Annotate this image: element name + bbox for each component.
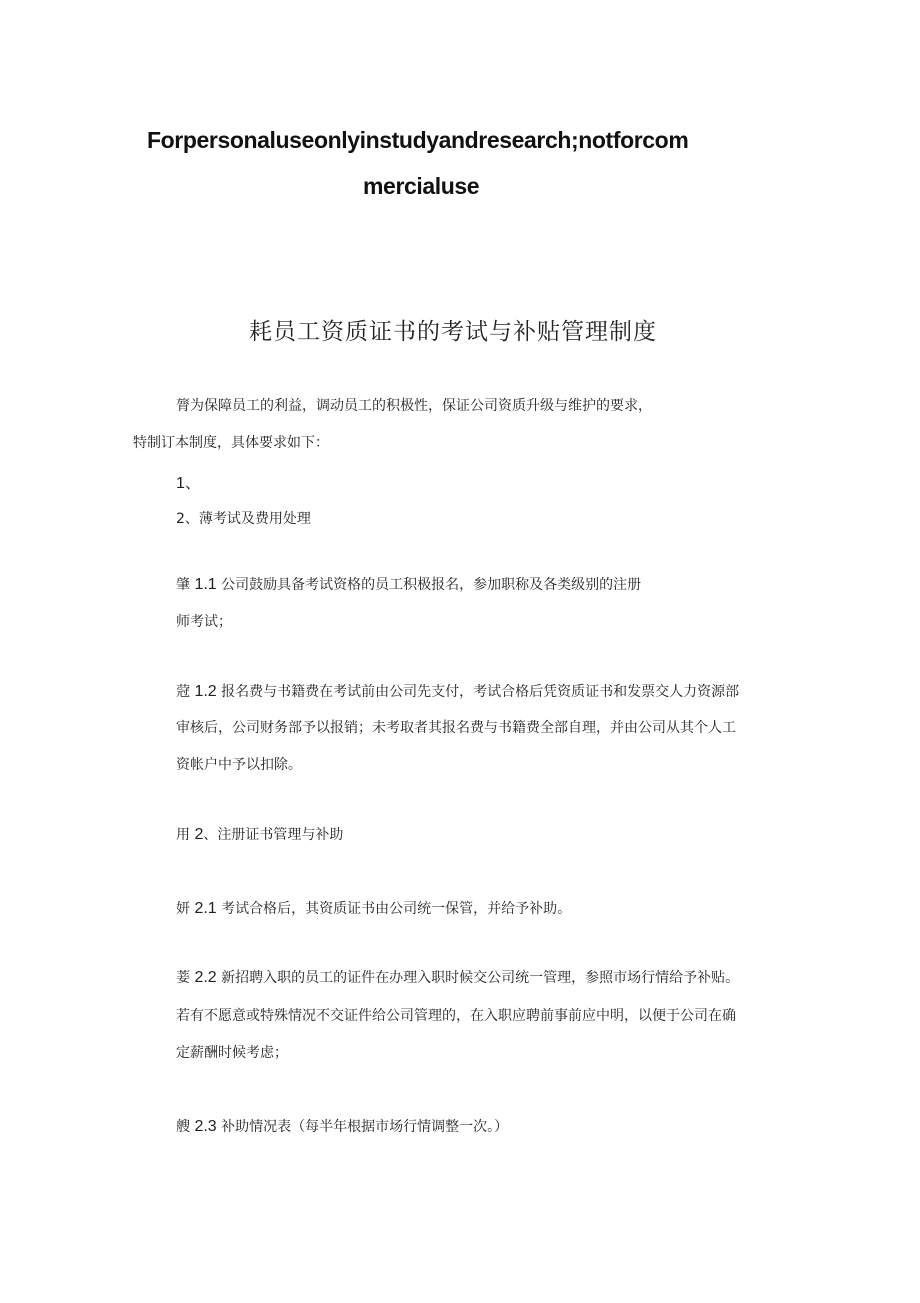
item-1-text: 1、 bbox=[176, 475, 201, 492]
section-2-1-line-1 bbox=[176, 898, 571, 918]
section-2-2-line-2: 若有不愿意或特殊情况不交证件给公司管理的，在入职应聘前事前应中明，以便于公司在确 bbox=[176, 1008, 736, 1024]
document-title: 耗员工资质证书的考试与补贴管理制度 bbox=[249, 319, 657, 345]
section-2-2-line-3: 定薪酬时候考虑； bbox=[176, 1045, 288, 1061]
section-2-3-number: 2.3 bbox=[194, 1118, 217, 1135]
section-1-1-line-2: 师考试； bbox=[176, 614, 232, 630]
section-2-prefix: 用 bbox=[176, 827, 190, 843]
section-2-2-number: 2.2 bbox=[194, 969, 217, 986]
intro-line-1: 膂为保障员工的利益，调动员工的积极性，保证公司资质升级与维护的要求， bbox=[176, 398, 652, 414]
section-1-2-prefix: 蒄 bbox=[176, 684, 190, 700]
section-1-2-line-1 bbox=[176, 681, 739, 701]
section-1-1-prefix: 肇 bbox=[176, 577, 190, 593]
section-2-1-text: 考试合格后，其资质证书由公司统一保管，并给予补助。 bbox=[221, 901, 572, 917]
section-1-2-text: 报名费与书籍费在考试前由公司先支付，考试合格后凭资质证书和发票交人力资源部 bbox=[221, 684, 740, 700]
section-1-1-number: 1.1 bbox=[194, 576, 217, 593]
section-2-number: 2 bbox=[194, 826, 204, 843]
list-item-1 bbox=[176, 470, 201, 493]
section-2-1-number: 2.1 bbox=[194, 900, 217, 917]
section-2-2-line-1 bbox=[176, 967, 739, 987]
section-2-2-prefix: 菨 bbox=[176, 970, 190, 986]
intro-line-2: 特制订本制度，具体要求如下： bbox=[133, 435, 329, 451]
section-2-2-text: 新招聘入职的员工的证件在办理入职时候交公司统一管理，参照市场行情给予补贴。 bbox=[221, 970, 740, 986]
section-1-2-line-3: 资帐户中予以扣除。 bbox=[176, 757, 302, 773]
section-1-2-line-2: 审核后，公司财务部予以报销；未考取者其报名费与书籍费全部自理，并由公司从其个人工 bbox=[176, 720, 736, 736]
notice-line-2: mercialuse bbox=[363, 173, 480, 199]
section-2-1-prefix: 妍 bbox=[176, 901, 190, 917]
section-1-1-text: 公司鼓励具备考试资格的员工积极报名，参加职称及各类级别的注册 bbox=[221, 577, 642, 593]
notice-line-1: Forpersonaluseonlyinstudyandresearch;notforcom bbox=[147, 127, 689, 153]
section-2-3-prefix: 艘 bbox=[176, 1119, 190, 1135]
section-2-3-line-1 bbox=[176, 1116, 508, 1136]
section-1-2-number: 1.2 bbox=[194, 683, 217, 700]
section-1-1-line-1 bbox=[176, 574, 641, 594]
section-2-3-text: 补助情况表（每半年根据市场行情调整一次。） bbox=[221, 1119, 509, 1135]
section-2-heading bbox=[176, 824, 343, 844]
list-item-2: 2、薄考试及费用处理 bbox=[176, 511, 311, 527]
section-2-text: 、注册证书管理与补助 bbox=[203, 827, 344, 843]
